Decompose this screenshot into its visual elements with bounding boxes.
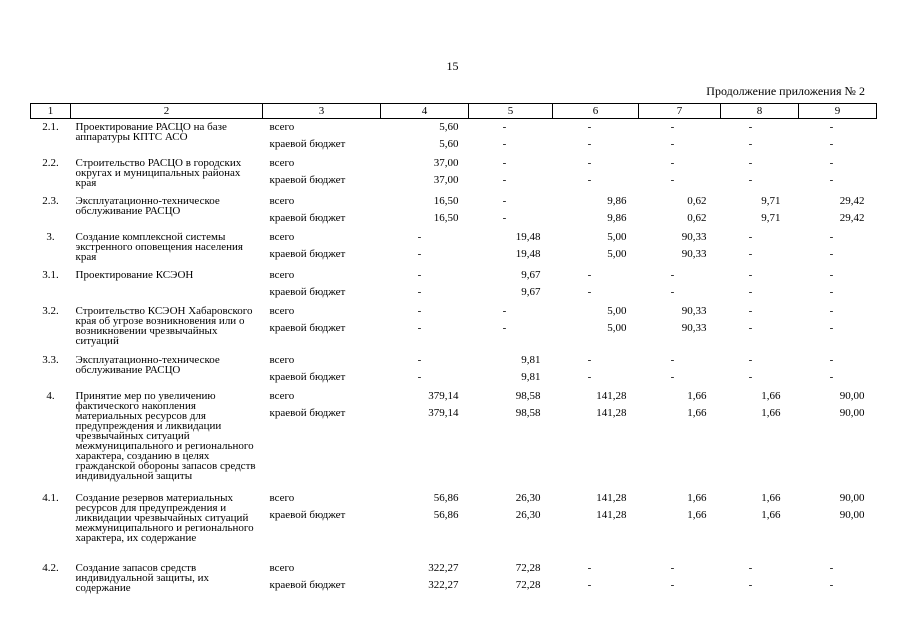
- funding-source-cell: [263, 560, 381, 596]
- value-cell-col-6: [553, 155, 639, 193]
- header-row: [31, 104, 877, 119]
- value-cell-col-5: [469, 193, 553, 229]
- value-total: 90,00: [839, 491, 865, 504]
- value-regional: -: [587, 370, 592, 383]
- funding-source-cell: [263, 155, 381, 193]
- value-cell-col-8: [721, 119, 799, 155]
- value-cell-col-5: [469, 560, 553, 596]
- funding-source-regional: краевой бюджет: [269, 370, 346, 383]
- funding-source-total: всего: [269, 561, 295, 574]
- program-table: [30, 103, 877, 596]
- value-regional: 56,86: [433, 508, 459, 521]
- value-regional: -: [502, 211, 507, 224]
- page-number: 15: [446, 59, 459, 73]
- funding-source-total: всего: [269, 389, 295, 402]
- value-regional: -: [748, 138, 753, 150]
- funding-source-regional: краевой бюджет: [269, 321, 346, 334]
- value-cell-col-4: [381, 560, 469, 596]
- value-cell-col-9: [799, 560, 877, 596]
- value-total: -: [748, 121, 753, 133]
- funding-source-regional: краевой бюджет: [269, 138, 346, 150]
- value-regional: -: [502, 321, 507, 334]
- table-row: [31, 229, 877, 267]
- value-regional: -: [748, 285, 753, 298]
- value-total: 16,50: [433, 194, 459, 207]
- value-total: 1,66: [687, 491, 707, 504]
- value-regional: 90,33: [681, 247, 707, 260]
- value-regional: 9,67: [521, 285, 541, 298]
- value-cell-col-9: [799, 388, 877, 490]
- value-cell-col-4: [381, 490, 469, 560]
- value-cell-col-4: [381, 193, 469, 229]
- value-cell-col-6: [553, 193, 639, 229]
- value-cell-col-9: [799, 490, 877, 560]
- value-regional: -: [502, 173, 507, 186]
- value-cell-col-7: [639, 155, 721, 193]
- value-total: 9,71: [761, 194, 781, 207]
- value-total: 5,00: [607, 230, 627, 243]
- value-cell-col-4: [381, 303, 469, 352]
- value-total: 5,60: [439, 121, 459, 133]
- value-regional: 5,60: [439, 138, 459, 150]
- value-total: -: [587, 561, 592, 574]
- value-regional: -: [587, 138, 592, 150]
- value-total: -: [829, 230, 834, 243]
- value-regional: 141,28: [596, 508, 627, 521]
- value-total: -: [829, 304, 834, 317]
- table-row: [31, 303, 877, 352]
- row-title: Эксплуатационно-техническое обслуживание РАСЦО: [75, 194, 220, 217]
- value-total: -: [502, 156, 507, 169]
- value-total: -: [670, 268, 675, 281]
- value-cell-col-5: [469, 490, 553, 560]
- value-cell-col-9: [799, 303, 877, 352]
- value-regional: -: [502, 138, 507, 150]
- funding-source-total: всего: [269, 268, 295, 281]
- value-total: -: [748, 156, 753, 169]
- table-row: [31, 490, 877, 560]
- value-total: -: [587, 268, 592, 281]
- value-total: 0,62: [687, 194, 707, 207]
- value-regional: -: [587, 173, 592, 186]
- value-total: -: [587, 156, 592, 169]
- value-total: -: [502, 121, 507, 133]
- value-regional: -: [829, 321, 834, 334]
- table-row: [31, 560, 877, 596]
- value-regional: 1,66: [761, 508, 781, 521]
- value-regional: -: [587, 578, 592, 591]
- value-total: 379,14: [428, 389, 459, 402]
- table-row: [31, 352, 877, 388]
- header-cell-2: 2: [71, 104, 263, 119]
- value-cell-col-6: [553, 303, 639, 352]
- value-regional: 90,00: [839, 508, 865, 521]
- value-cell-col-8: [721, 352, 799, 388]
- value-total: 141,28: [596, 389, 627, 402]
- value-regional: 90,00: [839, 406, 865, 419]
- value-cell-col-6: [553, 119, 639, 155]
- funding-source-cell: [263, 490, 381, 560]
- value-regional: 72,28: [515, 578, 541, 591]
- funding-source-total: всего: [269, 353, 295, 366]
- value-regional: -: [829, 173, 834, 186]
- value-cell-col-4: [381, 229, 469, 267]
- value-regional: 29,42: [839, 211, 865, 224]
- funding-source-regional: краевой бюджет: [269, 247, 346, 260]
- value-total: -: [417, 304, 422, 317]
- funding-source-cell: [263, 267, 381, 303]
- header-cell-9: 9: [799, 104, 877, 119]
- value-cell-col-7: [639, 193, 721, 229]
- row-number: 3.: [46, 230, 55, 243]
- value-cell-col-5: [469, 388, 553, 490]
- value-regional: 9,71: [761, 211, 781, 224]
- value-cell-col-6: [553, 560, 639, 596]
- value-regional: -: [670, 173, 675, 186]
- value-regional: -: [748, 321, 753, 334]
- value-total: -: [670, 121, 675, 133]
- value-cell-col-5: [469, 229, 553, 267]
- funding-source-regional: краевой бюджет: [269, 578, 346, 591]
- value-cell-col-8: [721, 490, 799, 560]
- value-cell-col-8: [721, 193, 799, 229]
- value-total: 9,81: [521, 353, 541, 366]
- funding-source-cell: [263, 193, 381, 229]
- value-total: -: [417, 230, 422, 243]
- value-total: -: [829, 561, 834, 574]
- funding-source-regional: краевой бюджет: [269, 285, 346, 298]
- value-total: 37,00: [433, 156, 459, 169]
- value-total: 1,66: [687, 389, 707, 402]
- row-number: 2.1.: [42, 121, 59, 133]
- row-number: 4.2.: [42, 561, 59, 574]
- value-regional: 9,81: [521, 370, 541, 383]
- funding-source-regional: краевой бюджет: [269, 173, 346, 186]
- header-cell-5: 5: [469, 104, 553, 119]
- row-title: Создание комплексной системы экстренного оповещения населения края: [75, 230, 243, 263]
- value-total: 56,86: [433, 491, 459, 504]
- value-cell-col-9: [799, 229, 877, 267]
- value-total: -: [829, 121, 834, 133]
- value-total: -: [748, 353, 753, 366]
- value-cell-col-9: [799, 155, 877, 193]
- row-title: Создание запасов средств индивидуальной защиты, их содержание: [75, 561, 209, 594]
- value-regional: 90,33: [681, 321, 707, 334]
- value-cell-col-5: [469, 267, 553, 303]
- value-cell-col-4: [381, 388, 469, 490]
- value-total: -: [670, 353, 675, 366]
- row-title: Создание резервов материальных ресурсов для предупреждения и ликвидации чрезвычайных ситуаций межмуниципального и регионального характера, их содержание: [75, 491, 254, 544]
- value-regional: 5,00: [607, 321, 627, 334]
- value-total: -: [670, 156, 675, 169]
- value-total: 90,00: [839, 389, 865, 402]
- value-regional: 322,27: [428, 578, 459, 591]
- row-number: 3.3.: [42, 353, 59, 366]
- value-regional: -: [587, 285, 592, 298]
- header-cell-3: 3: [263, 104, 381, 119]
- value-regional: -: [748, 247, 753, 260]
- funding-source-cell: [263, 303, 381, 352]
- value-regional: -: [829, 138, 834, 150]
- value-regional: 1,66: [687, 406, 707, 419]
- value-total: -: [829, 268, 834, 281]
- value-regional: 26,30: [515, 508, 541, 521]
- value-total: 90,33: [681, 230, 707, 243]
- table-row: [31, 267, 877, 303]
- header-cell-6: 6: [553, 104, 639, 119]
- value-total: -: [748, 268, 753, 281]
- funding-source-total: всего: [269, 230, 295, 243]
- value-cell-col-7: [639, 388, 721, 490]
- value-regional: 0,62: [687, 211, 707, 224]
- value-cell-col-9: [799, 352, 877, 388]
- value-regional: 16,50: [433, 211, 459, 224]
- funding-source-regional: краевой бюджет: [269, 211, 346, 224]
- value-cell-col-7: [639, 560, 721, 596]
- value-cell-col-4: [381, 352, 469, 388]
- value-regional: -: [748, 578, 753, 591]
- value-cell-col-7: [639, 490, 721, 560]
- value-cell-col-5: [469, 119, 553, 155]
- funding-source-cell: [263, 352, 381, 388]
- value-total: -: [748, 304, 753, 317]
- value-cell-col-8: [721, 303, 799, 352]
- table-row: [31, 193, 877, 229]
- value-total: 90,33: [681, 304, 707, 317]
- value-total: 9,86: [607, 194, 627, 207]
- funding-source-regional: краевой бюджет: [269, 508, 346, 521]
- value-regional: -: [417, 321, 422, 334]
- value-total: 98,58: [515, 389, 541, 402]
- value-regional: -: [748, 370, 753, 383]
- value-cell-col-9: [799, 193, 877, 229]
- value-regional: -: [670, 285, 675, 298]
- funding-source-total: всего: [269, 194, 295, 207]
- row-title: Строительство КСЭОН Хабаровского края об угрозе возникновения или о возникновении чрезвычайных ситуаций: [75, 304, 253, 347]
- value-regional: -: [417, 247, 422, 260]
- value-total: 1,66: [761, 491, 781, 504]
- value-regional: 98,58: [515, 406, 541, 419]
- row-title: Проектирование РАСЦО на базе аппаратуры КПТС АСО: [75, 121, 227, 143]
- value-regional: -: [829, 247, 834, 260]
- table-row: [31, 388, 877, 490]
- row-title: Строительство РАСЦО в городских округах и муниципальных районах края: [75, 156, 242, 189]
- value-cell-col-5: [469, 303, 553, 352]
- row-number: 2.2.: [42, 156, 59, 169]
- value-total: -: [587, 121, 592, 133]
- value-cell-col-8: [721, 267, 799, 303]
- funding-source-regional: краевой бюджет: [269, 406, 346, 419]
- funding-source-total: всего: [269, 156, 295, 169]
- value-total: -: [502, 194, 507, 207]
- value-regional: -: [670, 578, 675, 591]
- value-cell-col-8: [721, 155, 799, 193]
- value-cell-col-8: [721, 229, 799, 267]
- value-regional: -: [417, 370, 422, 383]
- header-cell-8: 8: [721, 104, 799, 119]
- value-total: -: [748, 230, 753, 243]
- value-regional: -: [829, 578, 834, 591]
- value-regional: -: [748, 173, 753, 186]
- value-regional: 379,14: [428, 406, 459, 419]
- value-cell-col-6: [553, 352, 639, 388]
- table-row: [31, 119, 877, 155]
- funding-source-cell: [263, 119, 381, 155]
- value-regional: -: [829, 285, 834, 298]
- table-header: [31, 104, 877, 119]
- value-cell-col-6: [553, 388, 639, 490]
- value-regional: 9,86: [607, 211, 627, 224]
- value-total: 5,00: [607, 304, 627, 317]
- value-cell-col-9: [799, 119, 877, 155]
- value-total: 9,67: [521, 268, 541, 281]
- value-regional: 141,28: [596, 406, 627, 419]
- value-cell-col-7: [639, 267, 721, 303]
- value-cell-col-4: [381, 119, 469, 155]
- value-cell-col-8: [721, 388, 799, 490]
- value-total: -: [417, 353, 422, 366]
- value-regional: 5,00: [607, 247, 627, 260]
- value-cell-col-7: [639, 303, 721, 352]
- value-cell-col-7: [639, 119, 721, 155]
- value-cell-col-6: [553, 267, 639, 303]
- header-cell-4: 4: [381, 104, 469, 119]
- header-cell-7: 7: [639, 104, 721, 119]
- value-total: 141,28: [596, 491, 627, 504]
- funding-source-cell: [263, 229, 381, 267]
- row-number: 3.1.: [42, 268, 59, 281]
- row-title: Проектирование КСЭОН: [75, 268, 194, 281]
- value-total: 29,42: [839, 194, 865, 207]
- value-total: -: [502, 304, 507, 317]
- funding-source-total: всего: [269, 304, 295, 317]
- value-cell-col-6: [553, 229, 639, 267]
- value-cell-col-5: [469, 155, 553, 193]
- value-total: -: [829, 353, 834, 366]
- value-regional: 19,48: [515, 247, 541, 260]
- value-cell-col-4: [381, 155, 469, 193]
- value-total: 322,27: [428, 561, 459, 574]
- row-number: 2.3.: [42, 194, 59, 207]
- row-number: 3.2.: [42, 304, 59, 317]
- value-regional: -: [670, 370, 675, 383]
- row-title: Эксплуатационно-техническое обслуживание РАСЦО: [75, 353, 220, 376]
- value-total: -: [587, 353, 592, 366]
- value-cell-col-7: [639, 229, 721, 267]
- value-regional: -: [417, 285, 422, 298]
- funding-source-total: всего: [269, 121, 295, 133]
- row-number: 4.: [46, 389, 55, 402]
- value-cell-col-4: [381, 267, 469, 303]
- value-total: -: [829, 156, 834, 169]
- table-row: [31, 155, 877, 193]
- value-regional: 37,00: [433, 173, 459, 186]
- value-cell-col-7: [639, 352, 721, 388]
- value-total: 19,48: [515, 230, 541, 243]
- value-cell-col-9: [799, 267, 877, 303]
- table-body: [31, 119, 877, 596]
- value-total: 26,30: [515, 491, 541, 504]
- value-regional: 1,66: [761, 406, 781, 419]
- funding-source-cell: [263, 388, 381, 490]
- value-regional: -: [670, 138, 675, 150]
- value-total: 72,28: [515, 561, 541, 574]
- value-cell-col-5: [469, 352, 553, 388]
- funding-source-total: всего: [269, 491, 295, 504]
- value-cell-col-8: [721, 560, 799, 596]
- value-total: 1,66: [761, 389, 781, 402]
- value-total: -: [748, 561, 753, 574]
- row-title: Принятие мер по увеличению фактического накопления материальных ресурсов для предупреждения и ликвидации чрезвычайных ситуаций межмуниципального и регионального характера, созданию в целях гражданской обороны запасов средств индивидуальной защиты: [75, 389, 256, 482]
- value-regional: 1,66: [687, 508, 707, 521]
- value-total: -: [670, 561, 675, 574]
- value-cell-col-6: [553, 490, 639, 560]
- value-total: -: [417, 268, 422, 281]
- row-number: 4.1.: [42, 491, 59, 504]
- value-regional: -: [829, 370, 834, 383]
- continuation-label: Продолжение приложения № 2: [706, 84, 865, 98]
- header-cell-1: 1: [31, 104, 71, 119]
